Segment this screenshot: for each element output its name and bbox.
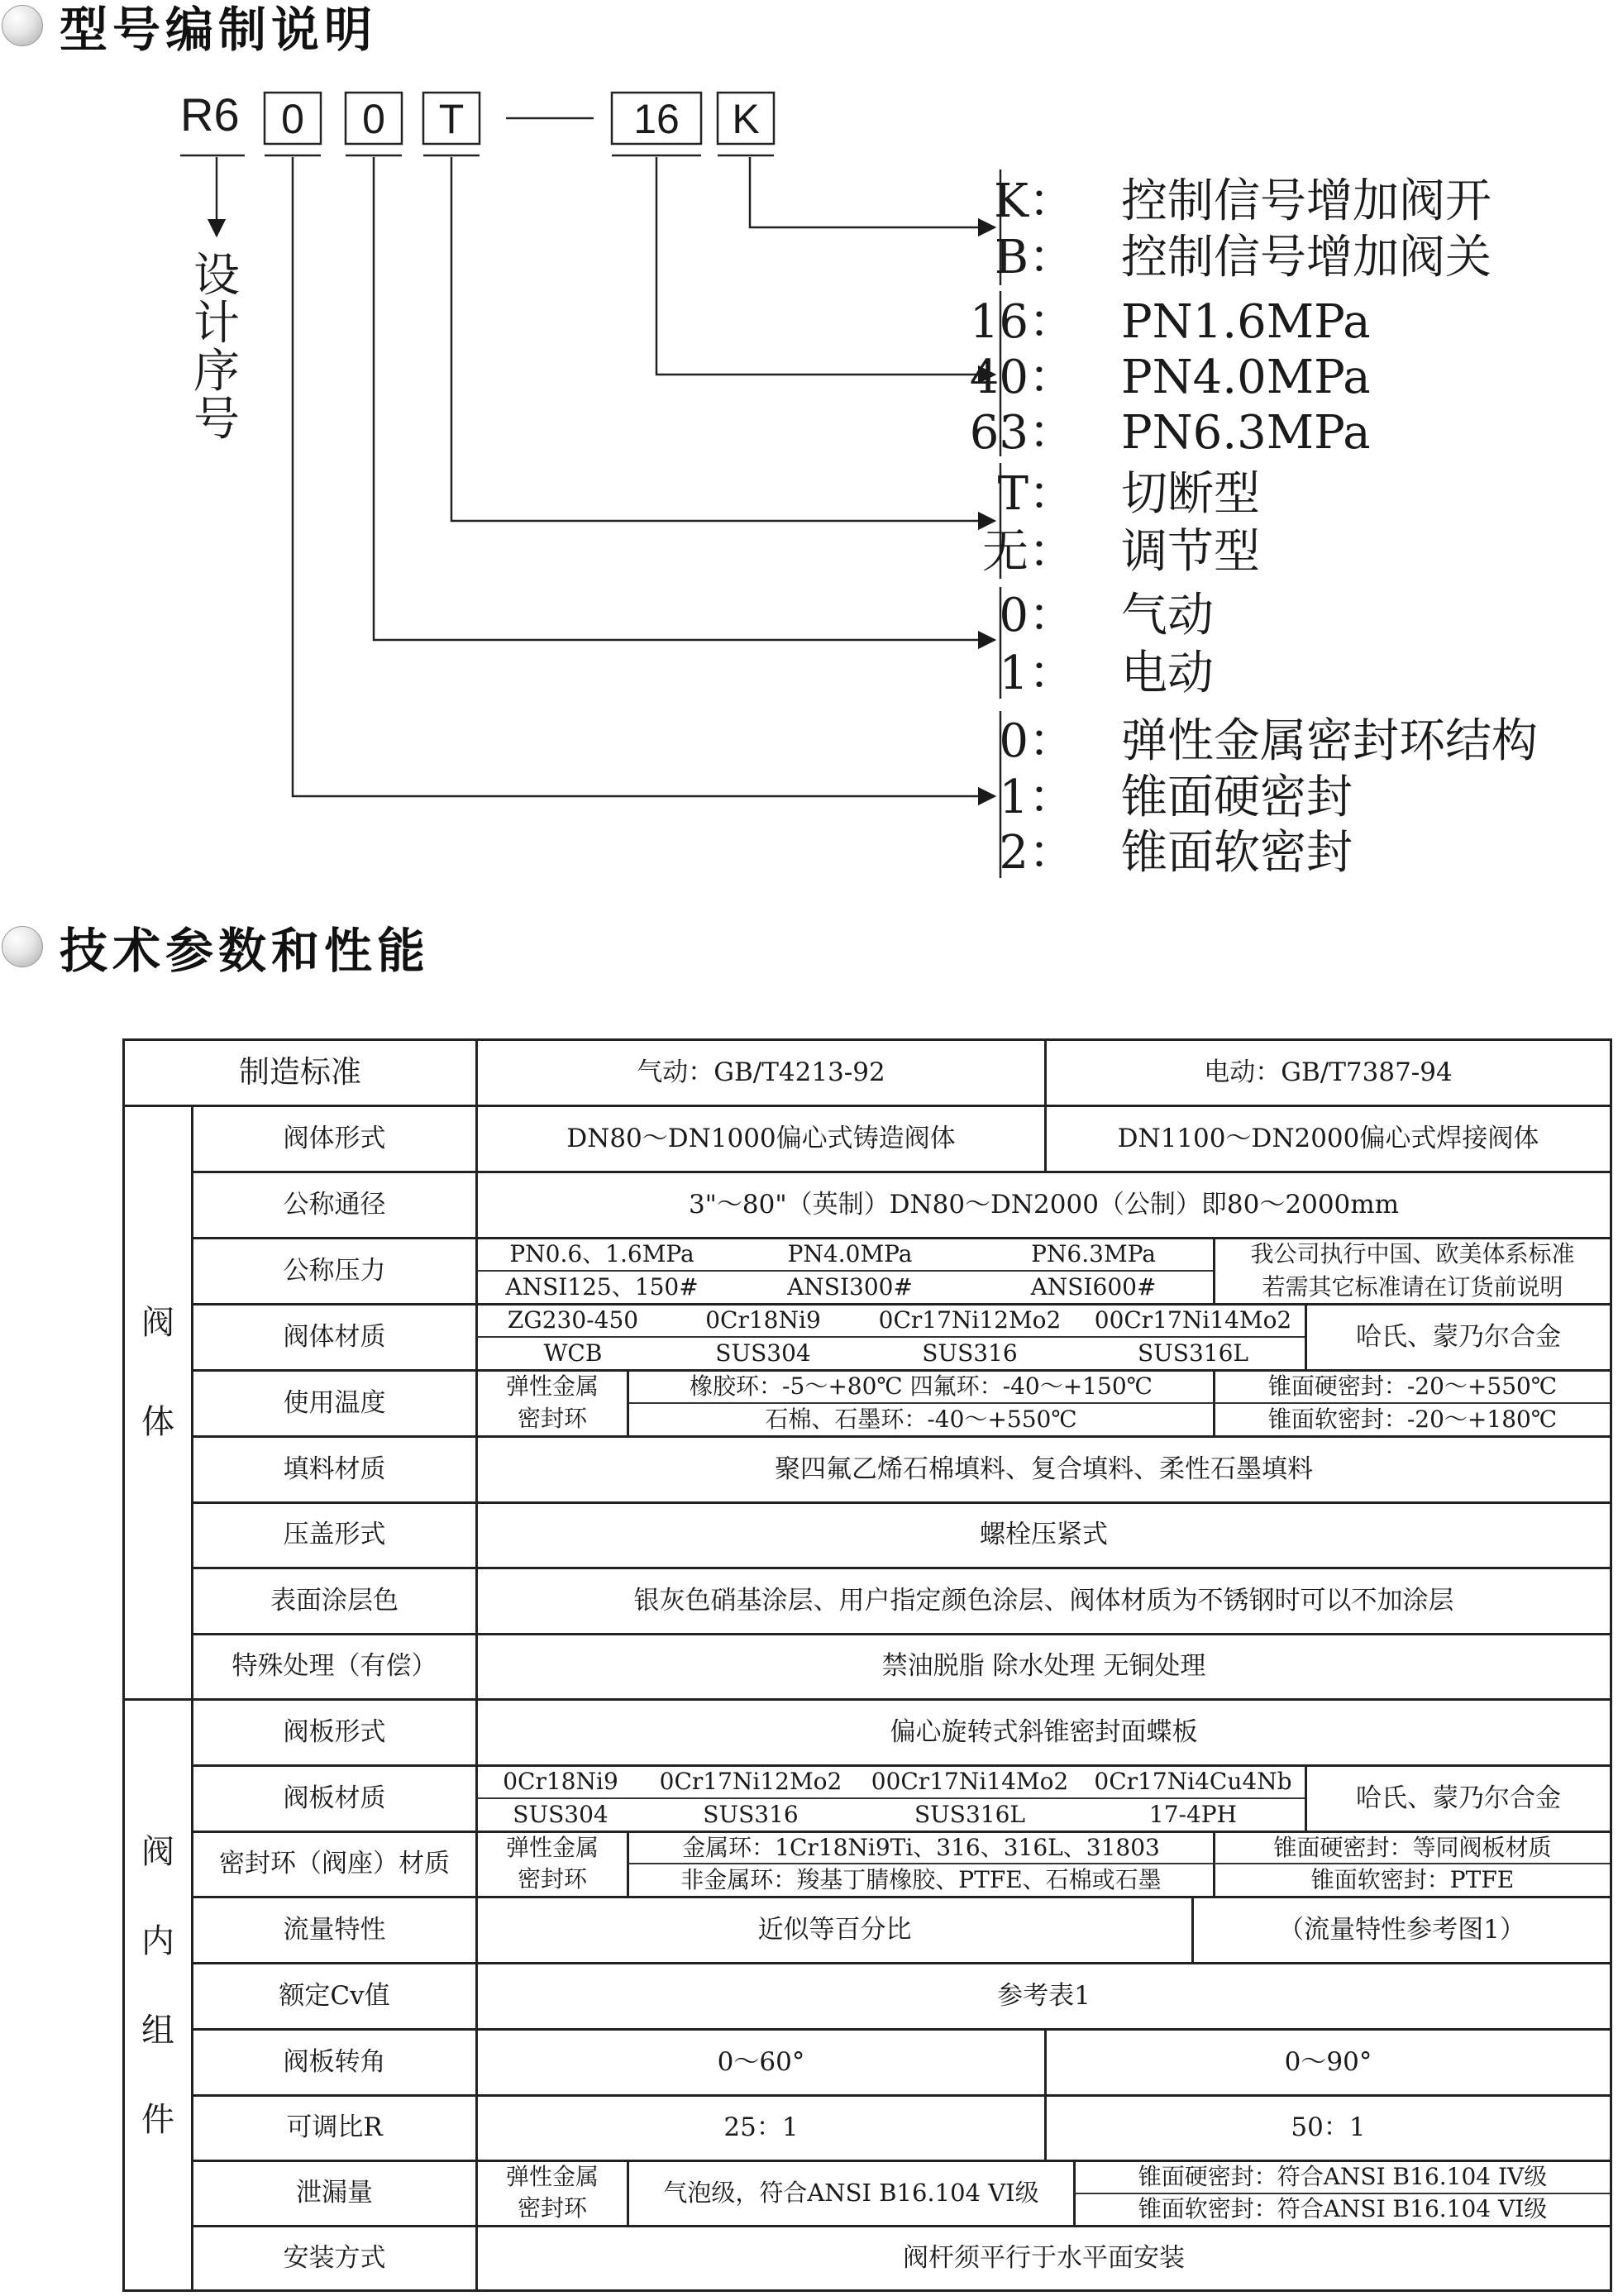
legend-text-9: 电动 xyxy=(1121,647,1214,700)
pressure-note-1: 我公司执行中国、欧美体系标准 xyxy=(1250,1240,1575,1268)
legend-code-5: 63： xyxy=(969,406,1075,460)
section-header-tech xyxy=(0,916,430,977)
row-label-body-form: 阀体形式 xyxy=(283,1123,386,1153)
group-body-char-2: 体 xyxy=(141,1403,174,1441)
legend-code-3: 16： xyxy=(969,295,1075,349)
temp-ring-range: 橡胶环：-5～+80℃ 四氟环：-40～+150℃ xyxy=(690,1372,1153,1401)
flow-reference: （流量特性参考图1） xyxy=(1278,1914,1525,1945)
pressure-note-2: 若需其它标准请在订货前说明 xyxy=(1262,1272,1563,1301)
code-box-5-text: K xyxy=(732,96,760,142)
pressure-pn-3: PN6.3MPa xyxy=(1031,1240,1156,1268)
leak-hard-seal: 锥面硬密封：符合ANSI B16.104 IV级 xyxy=(1138,2163,1548,2191)
disc-mat-1-2: 0Cr17Ni12Mo2 xyxy=(659,1768,842,1796)
legend-code-4: 40： xyxy=(969,351,1075,404)
connector-16 xyxy=(656,157,995,375)
disc-form-value: 偏心旋转式斜锥密封面蝶板 xyxy=(890,1716,1198,1747)
angle-a: 0～60° xyxy=(717,2046,805,2077)
row-label-angle: 阀板转角 xyxy=(283,2046,386,2077)
pressure-ansi-1: ANSI125、150# xyxy=(505,1272,699,1301)
temp-asbestos-range: 石棉、石墨环：-40～+550℃ xyxy=(765,1405,1077,1433)
body-form-welded: DN1100～DN2000偏心式焊接阀体 xyxy=(1117,1123,1539,1153)
section-title-tech: 技术参数和性能 xyxy=(60,923,431,979)
temp-soft-seal: 锥面软密封：-20～+180℃ xyxy=(1267,1405,1558,1433)
code-box-4-text: 16 xyxy=(633,96,680,142)
legend-text-4: PN4.0MPa xyxy=(1121,351,1371,404)
body-mat-1-4: 00Cr17Ni14Mo2 xyxy=(1094,1306,1292,1334)
legend-code-9: 1： xyxy=(999,647,1075,700)
row-label-rangeability: 可调比R xyxy=(286,2112,383,2143)
pressure-ansi-2: ANSI300# xyxy=(787,1272,913,1301)
leak-seal-line-2: 密封环 xyxy=(517,2194,587,2222)
design-seq-char-1: 设 xyxy=(193,249,240,303)
rangeability-b: 50：1 xyxy=(1291,2112,1366,2143)
leak-bubble-class: 气泡级，符合ANSI B16.104 VI级 xyxy=(663,2179,1039,2208)
leak-seal-line-1: 弹性金属 xyxy=(505,2163,599,2191)
row-label-body-material: 阀体材质 xyxy=(283,1321,386,1352)
row-label-disc-material: 阀板材质 xyxy=(283,1783,386,1813)
connector-k xyxy=(750,157,995,227)
body-form-cast: DN80～DN1000偏心式铸造阀体 xyxy=(566,1123,956,1153)
body-mat-2-4: SUS316L xyxy=(1138,1339,1248,1367)
rangeability-a: 25：1 xyxy=(723,2112,799,2143)
seat-soft-seal: 锥面软密封：PTFE xyxy=(1310,1865,1515,1893)
row-label-standard: 制造标准 xyxy=(239,1054,361,1091)
design-seq-char-3: 序 xyxy=(193,345,240,399)
code-box-3-text: T xyxy=(438,96,465,142)
coating-value: 银灰色硝基涂层、用户指定颜色涂层、阀体材质为不锈钢时可以不加涂层 xyxy=(633,1585,1454,1616)
standard-pneumatic: 气动：GB/T4213-92 xyxy=(637,1057,885,1087)
legend-text-1: 控制信号增加阀开 xyxy=(1121,174,1492,228)
standard-electric: 电动：GB/T7387-94 xyxy=(1204,1057,1453,1087)
group-internal-char-1: 阀 xyxy=(141,1833,174,1871)
row-label-flow: 流量特性 xyxy=(283,1914,386,1945)
group-internal-char-4: 件 xyxy=(141,2101,174,2139)
disc-mat-2-2: SUS316 xyxy=(703,1800,799,1828)
disc-mat-2-3: SUS316L xyxy=(914,1800,1025,1828)
body-mat-1-1: ZG230-450 xyxy=(507,1306,639,1334)
legend-text-2: 控制信号增加阀关 xyxy=(1121,231,1492,284)
seat-nonmetal-ring: 非金属环：羧基丁腈橡胶、PTFE、石棉或石墨 xyxy=(680,1865,1162,1893)
body-mat-alloy: 哈氏、蒙乃尔合金 xyxy=(1356,1321,1561,1352)
disc-mat-2-1: SUS304 xyxy=(513,1800,609,1828)
code-box-1-text: 0 xyxy=(281,96,304,142)
legend-code-1: K： xyxy=(994,174,1075,228)
legend-code-2: B： xyxy=(994,231,1075,284)
legend-code-12: 2： xyxy=(999,826,1075,880)
design-seq-char-4: 号 xyxy=(193,393,240,446)
model-prefix: R6 xyxy=(180,88,240,141)
body-mat-1-2: 0Cr18Ni9 xyxy=(705,1306,821,1334)
nominal-size-value: 3"～80"（英制）DN80～DN2000（公制）即80～2000mm xyxy=(688,1189,1400,1220)
pressure-pn-1: PN0.6、1.6MPa xyxy=(509,1240,694,1268)
body-mat-2-2: SUS304 xyxy=(715,1339,811,1367)
leak-soft-seal: 锥面软密封：符合ANSI B16.104 VI级 xyxy=(1138,2195,1548,2223)
code-box-2-text: 0 xyxy=(362,96,385,142)
body-mat-2-1: WCB xyxy=(543,1339,603,1367)
legend-text-12: 锥面软密封 xyxy=(1121,826,1353,880)
section-title-model: 型号编制说明 xyxy=(60,2,378,58)
row-label-packing: 填料材质 xyxy=(283,1453,386,1484)
row-label-leakage: 泄漏量 xyxy=(296,2178,373,2208)
legend-text-5: PN6.3MPa xyxy=(1121,406,1371,460)
legend-code-11: 1： xyxy=(999,771,1075,824)
pressure-pn-2: PN4.0MPa xyxy=(787,1240,913,1268)
seat-seal-line-1: 弹性金属 xyxy=(505,1833,599,1861)
row-label-install: 安装方式 xyxy=(283,2242,386,2273)
body-mat-2-3: SUS316 xyxy=(922,1339,1018,1367)
row-label-bonnet: 压盖形式 xyxy=(283,1520,386,1550)
cv-value: 参考表1 xyxy=(997,1980,1091,2011)
disc-mat-1-1: 0Cr18Ni9 xyxy=(503,1768,618,1796)
group-body-char-1: 阀 xyxy=(141,1304,174,1342)
bonnet-value: 螺栓压紧式 xyxy=(980,1520,1108,1550)
seat-hard-seal: 锥面硬密封：等同阀板材质 xyxy=(1273,1833,1552,1861)
pressure-ansi-3: ANSI600# xyxy=(1030,1272,1157,1301)
model-code-diagram xyxy=(0,0,1618,893)
disc-mat-1-3: 00Cr17Ni14Mo2 xyxy=(871,1768,1069,1796)
legend-text-10: 弹性金属密封环结构 xyxy=(1121,714,1538,768)
row-label-nominal-size: 公称通径 xyxy=(283,1189,386,1220)
row-label-special: 特殊处理（有偿） xyxy=(231,1651,437,1682)
bullet-icon xyxy=(2,926,43,967)
row-label-cv: 额定Cv值 xyxy=(279,1980,390,2011)
seat-metal-ring: 金属环：1Cr18Ni9Ti、316、316L、31803 xyxy=(682,1833,1160,1861)
legend-code-10: 0： xyxy=(999,714,1075,768)
group-internal-char-3: 组 xyxy=(141,2012,174,2050)
connector-t xyxy=(451,157,995,521)
legend-text-6: 切断型 xyxy=(1121,467,1260,521)
legend-code-7: 无： xyxy=(982,525,1075,579)
flow-value: 近似等百分比 xyxy=(757,1914,912,1945)
disc-mat-alloy: 哈氏、蒙乃尔合金 xyxy=(1356,1783,1561,1813)
group-internal-char-2: 内 xyxy=(141,1922,174,1960)
design-seq-char-2: 计 xyxy=(193,297,240,351)
row-label-seat-material: 密封环（阀座）材质 xyxy=(219,1849,450,1879)
legend-code-8: 0： xyxy=(999,589,1075,642)
legend-text-3: PN1.6MPa xyxy=(1121,295,1371,349)
row-label-temperature: 使用温度 xyxy=(283,1387,386,1418)
disc-mat-1-4: 0Cr17Ni4Cu4Nb xyxy=(1094,1768,1292,1796)
row-label-disc-form: 阀板形式 xyxy=(283,1716,386,1747)
legend-text-7: 调节型 xyxy=(1121,525,1260,579)
temp-hard-seal: 锥面硬密封：-20～+550℃ xyxy=(1267,1372,1558,1401)
body-mat-1-3: 0Cr17Ni12Mo2 xyxy=(878,1306,1062,1334)
legend-text-8: 气动 xyxy=(1121,589,1214,642)
row-label-coating: 表面涂层色 xyxy=(270,1585,399,1616)
angle-b: 0～90° xyxy=(1284,2046,1372,2077)
temp-seal-line-1: 弹性金属 xyxy=(505,1372,599,1401)
connector-seal xyxy=(293,157,995,796)
legend-code-6: T： xyxy=(997,467,1075,521)
seat-seal-line-2: 密封环 xyxy=(517,1864,587,1893)
packing-value: 聚四氟乙烯石棉填料、复合填料、柔性石墨填料 xyxy=(775,1453,1313,1484)
temp-seal-line-2: 密封环 xyxy=(517,1404,587,1432)
legend-text-11: 锥面硬密封 xyxy=(1121,771,1353,824)
disc-mat-2-4: 17-4PH xyxy=(1148,1800,1238,1828)
connector-actuator xyxy=(374,157,995,640)
install-value: 阀杆须平行于水平面安装 xyxy=(903,2242,1185,2273)
special-value: 禁油脱脂 除水处理 无铜处理 xyxy=(881,1651,1206,1682)
row-label-nominal-pressure: 公称压力 xyxy=(283,1255,386,1286)
